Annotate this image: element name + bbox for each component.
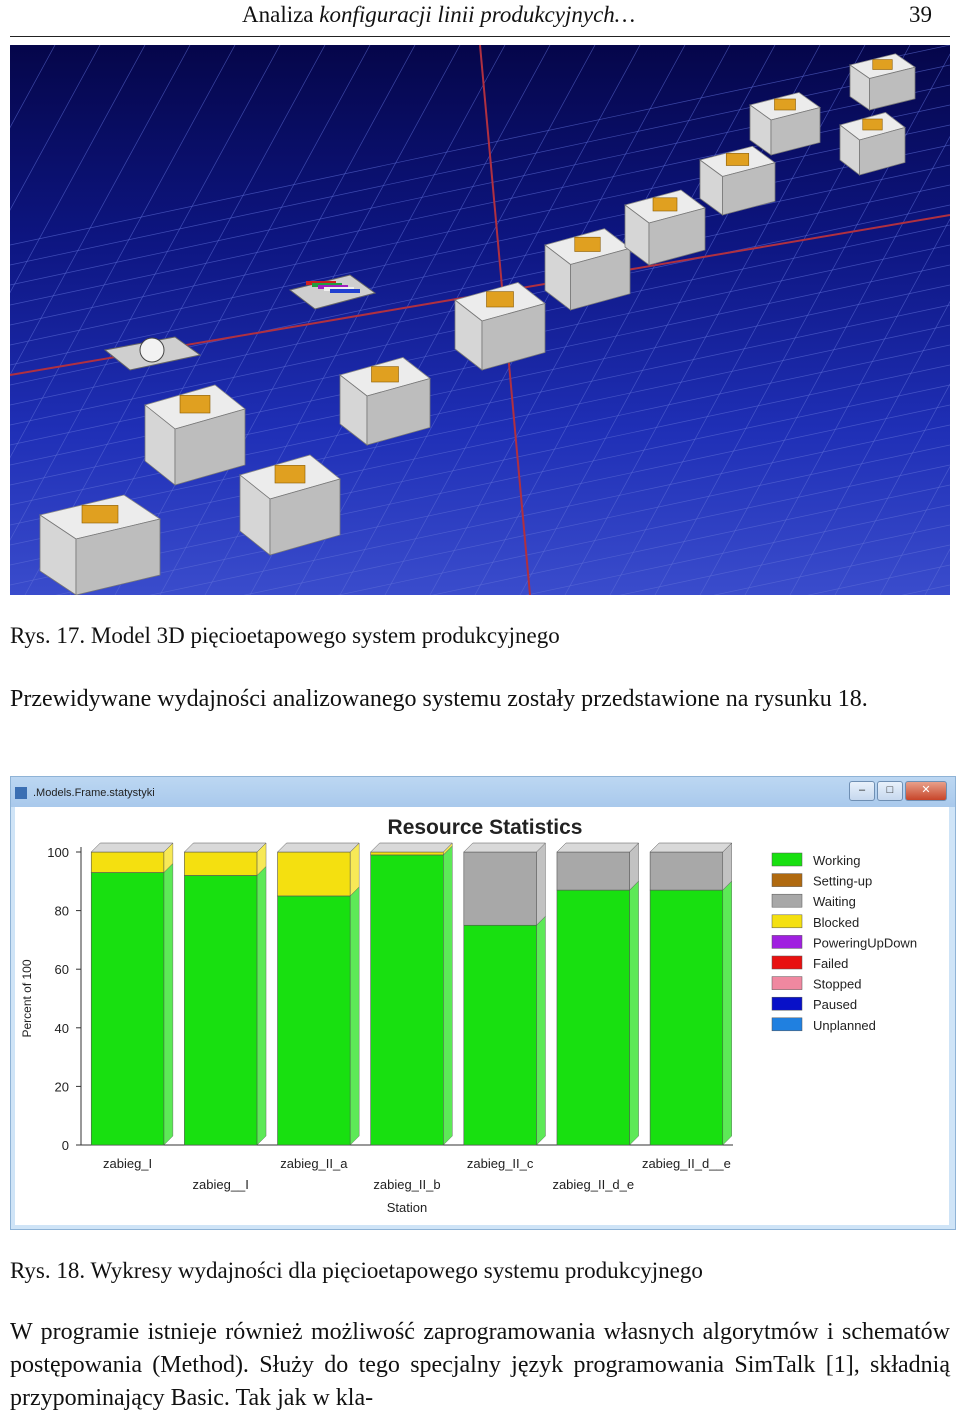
paragraph-2: W programie istnieje również możliwość zaprogramowania własnych algorytmów i schematów postępowania (Method). Służy do tego specjalny język programowania SimTalk [1], składnią przypominający Basic. Tak jak w kla- — [10, 1319, 950, 1411]
y-tick-label: 20 — [54, 1079, 69, 1095]
machine-part — [575, 237, 601, 251]
legend-label: Failed — [813, 956, 849, 971]
legend-label: Setting-up — [813, 873, 873, 889]
y-tick-label: 100 — [47, 845, 69, 860]
x-tick-label: zabieg_II_c — [466, 1156, 534, 1171]
bar-segment-side — [164, 864, 173, 1145]
paragraph-1: Przewidywane wydajności analizowanego systemu zostały przedstawione na rysunku 18. — [10, 686, 868, 712]
3d-model-scene — [10, 45, 950, 595]
bar-top — [91, 843, 173, 852]
figure17-caption: Rys. 17. Model 3D pięcioetapowego system produkcyjnego — [10, 623, 560, 648]
x-tick-label: zabieg_II_d__e — [641, 1156, 731, 1171]
machine-part — [275, 465, 305, 483]
bar-segment — [650, 890, 723, 1145]
bar-segment-side — [257, 866, 266, 1145]
grid-line — [700, 45, 950, 595]
legend-swatch — [772, 894, 802, 907]
bar-segment — [557, 852, 630, 890]
x-tick-label: zabieg_II_d_e — [552, 1177, 635, 1192]
x-tick-label: zabieg__I — [192, 1177, 249, 1192]
figure18-caption: Rys. 18. Wykresy wydajności dla pięcioetapowego systemu produkcyjnego — [10, 1258, 703, 1283]
bar-segment — [91, 873, 164, 1145]
page-number: 39 — [909, 2, 932, 27]
machine-part — [82, 505, 118, 523]
figure-statistics-window — [10, 776, 956, 1230]
legend-swatch — [772, 935, 802, 948]
running-title: Analiza konfiguracji linii produkcyjnych… — [242, 2, 636, 27]
chart-area — [15, 807, 949, 1225]
bar-segment — [278, 852, 351, 896]
bar-segment — [650, 852, 723, 890]
machine-part — [726, 153, 749, 165]
x-tick-label: zabieg_II_b — [373, 1177, 441, 1192]
bar-segment — [278, 896, 351, 1145]
machine-part — [653, 198, 677, 211]
bar-segment — [184, 875, 257, 1145]
maximize-button[interactable]: □ — [877, 781, 903, 801]
close-button[interactable]: ✕ — [905, 781, 947, 801]
legend-label: Working — [813, 853, 861, 868]
legend-label: Stopped — [813, 976, 862, 992]
bar-segment — [557, 890, 630, 1145]
bar-top — [371, 843, 453, 852]
bar-segment-side — [350, 887, 359, 1145]
bar-top — [464, 843, 546, 852]
stations-group — [40, 54, 915, 595]
legend-swatch — [772, 956, 802, 969]
machine-part — [372, 367, 399, 382]
x-axis-label: Station — [386, 1200, 428, 1215]
bar-top — [278, 843, 360, 852]
bar-segment — [464, 852, 537, 925]
x-tick-label: zabieg_I — [102, 1156, 153, 1171]
legend-label: Paused — [813, 997, 858, 1013]
machine-part — [863, 119, 883, 130]
statistics-bar-mark — [330, 289, 360, 293]
machine-part — [180, 395, 210, 413]
bar-top — [557, 843, 639, 852]
window-titlebar — [11, 777, 955, 807]
bar-segment-side — [536, 843, 545, 925]
legend-swatch — [772, 874, 802, 887]
bar-segment-side — [536, 916, 545, 1145]
bar-segment-side — [443, 846, 452, 1145]
x-tick-label: zabieg_II_a — [280, 1156, 348, 1171]
chart-title: Resource Statistics — [387, 816, 583, 839]
y-tick-label: 80 — [54, 903, 69, 919]
legend-label: Waiting — [813, 894, 856, 910]
window-title: .Models.Frame.statystyki — [33, 787, 155, 799]
legend-label: Blocked — [813, 914, 860, 930]
y-tick-label: 0 — [61, 1138, 69, 1153]
bar-segment — [464, 925, 537, 1145]
app-icon — [15, 787, 27, 799]
bar-top — [184, 843, 266, 852]
bar-segment-side — [723, 881, 732, 1145]
bar-segment — [91, 852, 164, 873]
minimize-button[interactable]: – — [849, 781, 875, 801]
bar-segment — [371, 852, 444, 855]
machine-part — [873, 60, 893, 70]
clock-icon — [140, 338, 164, 362]
machine-part — [775, 99, 796, 110]
y-tick-label: 60 — [54, 962, 69, 978]
legend-swatch — [772, 997, 802, 1010]
page-header — [10, 0, 950, 37]
legend-label: PoweringUpDown — [813, 935, 918, 951]
resource-statistics-chart — [15, 807, 949, 1225]
legend-swatch — [772, 915, 802, 928]
bar-segment — [184, 852, 257, 875]
legend-swatch — [772, 1018, 802, 1031]
bar-top — [650, 843, 732, 852]
bar-segment-side — [630, 881, 639, 1145]
y-tick-label: 40 — [54, 1020, 69, 1036]
legend-swatch — [772, 853, 802, 866]
y-axis-label: Percent of 100 — [20, 959, 34, 1038]
machine-part — [487, 292, 514, 307]
legend-label: Unplanned — [813, 1017, 876, 1033]
figure-3d-model — [10, 45, 950, 595]
legend-swatch — [772, 977, 802, 990]
bar-segment — [371, 855, 444, 1145]
